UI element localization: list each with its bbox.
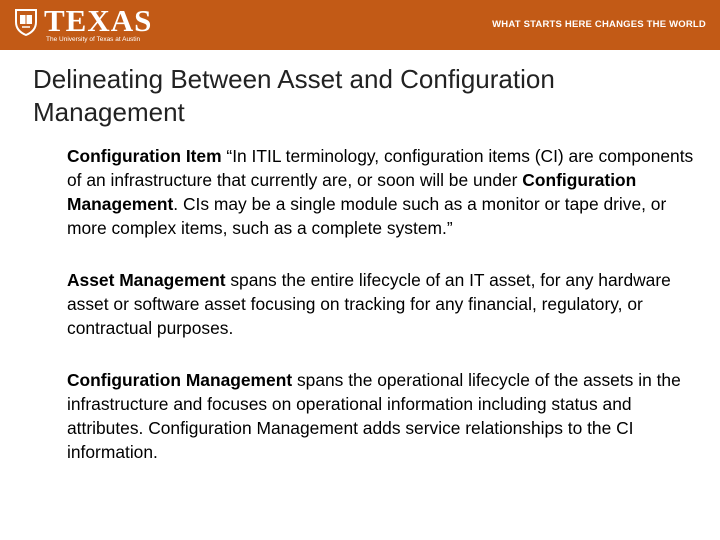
- logo-subtext: The University of Texas at Austin: [46, 36, 141, 43]
- header-banner: [0, 0, 720, 50]
- term-configuration-item: Configuration Item: [67, 146, 222, 166]
- paragraph-asset-management: [67, 268, 707, 340]
- paragraph-text: “In ITIL terminology, configuration items (CI) are components of an infrastructure that currently are, or soon will be under: [67, 146, 694, 190]
- header-tagline: WHAT STARTS HERE CHANGES THE WORLD: [492, 19, 706, 30]
- term-configuration-management: Configuration Management: [67, 370, 293, 390]
- paragraph-text: spans the entire lifecycle of an IT asset, for any hardware asset or software asset focusing on tracking for any financial, regulatory, or contractual purposes.: [67, 270, 671, 338]
- logo-wordmark: TEXAS: [44, 3, 153, 38]
- paragraph-configuration-management: [67, 368, 707, 464]
- slide-body: [67, 144, 707, 492]
- seal-icon: [14, 8, 38, 36]
- paragraph-text: spans the operational lifecycle of the assets in the infrastructure and focuses on operational information including status and attributes. Configuration Management adds service relationships to the CI information.: [67, 370, 681, 462]
- term-configuration-management: Configuration Management: [67, 170, 637, 214]
- paragraph-text: . CIs may be a single module such as a monitor or tape drive, or more complex items, such as a complete system.”: [67, 194, 667, 238]
- slide-title: Delineating Between Asset and Configuration Management: [33, 64, 555, 127]
- term-asset-management: Asset Management: [67, 270, 226, 290]
- paragraph-configuration-item: [67, 144, 707, 240]
